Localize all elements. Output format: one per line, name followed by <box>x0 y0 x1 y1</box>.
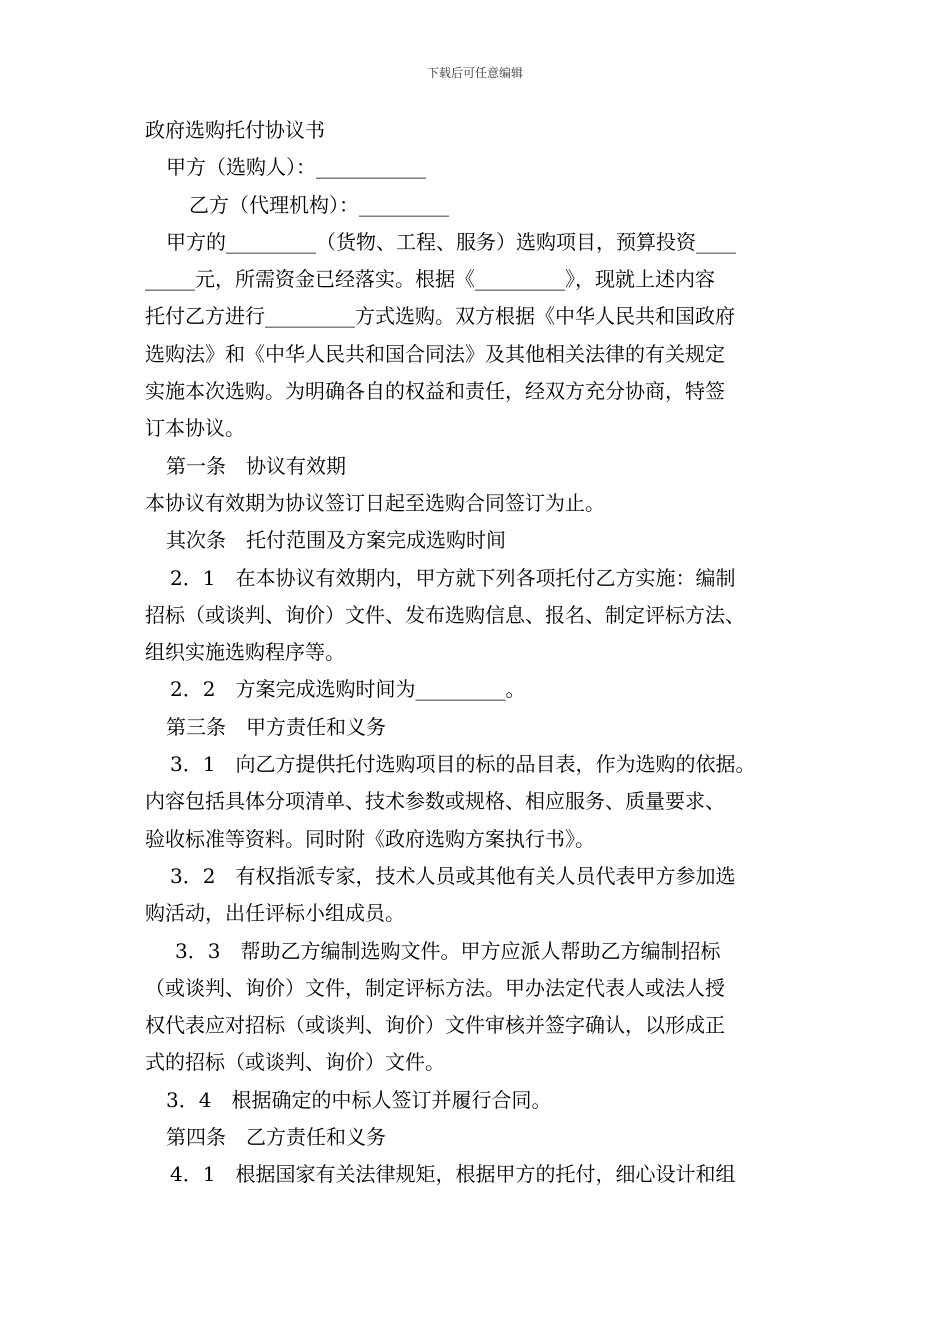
paragraph-line: 内容包括具体分项清单、技术参数或规格、相应服务、质量要求、 <box>145 789 725 814</box>
article-heading: 其次条 托付范围及方案完成选购时间 <box>166 528 506 553</box>
paragraph-line: 权代表应对招标（或谈判、询价）文件审核并签字确认，以形成正 <box>145 1013 725 1038</box>
paragraph-line: 招标（或谈判、询价）文件、发布选购信息、报名、制定评标方法、 <box>145 602 745 627</box>
paragraph-line: _____元，所需资金已经落实。根据《_________》，现就上述内容 <box>145 267 715 292</box>
paragraph-line: 式的招标（或谈判、询价）文件。 <box>145 1050 445 1075</box>
clause-line: 3．1 向乙方提供托付选购项目的标的品目表，作为选购的依据。 <box>170 752 756 777</box>
document-body <box>145 112 825 1194</box>
clause-line: 3．3 帮助乙方编制选购文件。甲方应派人帮助乙方编制招标 <box>175 938 721 963</box>
paragraph-line: 验收标准等资料。同时附《政府选购方案执行书》。 <box>145 826 595 851</box>
document-title: 政府选购托付协议书 <box>145 118 325 142</box>
clause-line: 3．2 有权指派专家，技术人员或其他有关人员代表甲方参加选 <box>170 863 736 888</box>
clause-line: 2．2 方案完成选购时间为_________。 <box>170 677 526 702</box>
party-b-line: 乙方（代理机构）：_________ <box>189 192 449 217</box>
paragraph-line: 本协议有效期为协议签订日起至选购合同签订为止。 <box>145 490 605 515</box>
paragraph-line: 组织实施选购程序等。 <box>145 640 345 665</box>
page-header: 下载后可任意编辑 <box>426 66 523 80</box>
clause-line: 2．1 在本协议有效期内，甲方就下列各项托付乙方实施：编制 <box>170 565 736 590</box>
article-heading: 第三条 甲方责任和义务 <box>166 714 386 739</box>
paragraph-line: 订本协议。 <box>145 416 245 441</box>
paragraph-line: 购活动，出任评标小组成员。 <box>145 901 405 926</box>
paragraph-line: 实施本次选购。为明确各自的权益和责任，经双方充分协商，特签 <box>145 379 725 404</box>
clause-line: 3．4 根据确定的中标人签订并履行合同。 <box>166 1087 552 1112</box>
party-a-line: 甲方（选购人）：___________ <box>166 155 426 180</box>
paragraph-line: 选购法》和《中华人民共和国合同法》及其他相关法律的有关规定 <box>145 341 725 366</box>
article-heading: 第一条 协议有效期 <box>166 453 346 478</box>
paragraph-line: 托付乙方进行_________方式选购。双方根据《中华人民共和国政府 <box>145 304 735 329</box>
paragraph-line: 甲方的_________（货物、工程、服务）选购项目，预算投资____ <box>166 229 736 254</box>
clause-line: 4．1 根据国家有关法律规矩，根据甲方的托付，细心设计和组 <box>170 1162 736 1187</box>
paragraph-line: （或谈判、询价）文件，制定评标方法。甲办法定代表人或法人授 <box>145 975 725 1000</box>
article-heading: 第四条 乙方责任和义务 <box>166 1125 386 1150</box>
